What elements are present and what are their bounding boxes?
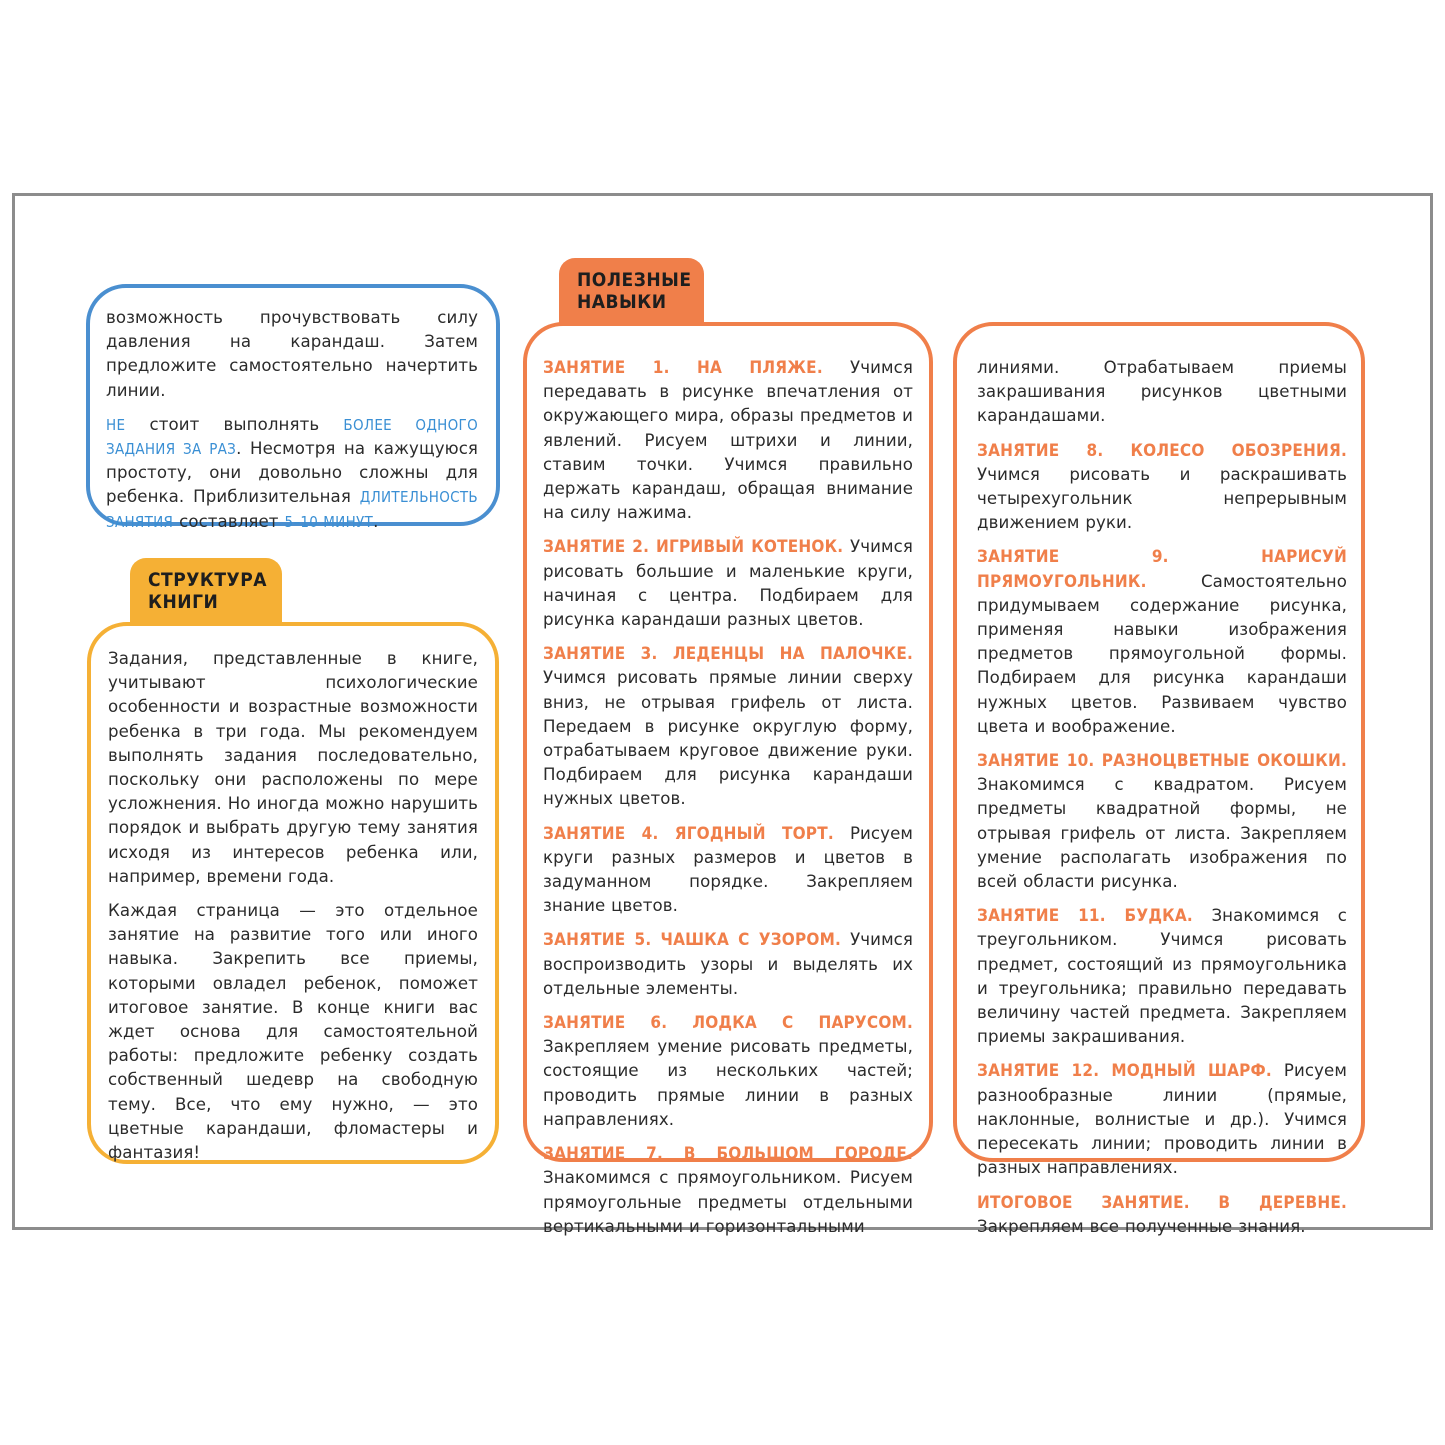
lesson-heading: ЗАНЯТИЕ 10. РАЗНОЦВЕТНЫЕ ОКОШКИ.: [977, 751, 1347, 772]
intro-text: . Несмотря на кажущуюся простоту, они довольно сложны для ребенка. Приблизительная: [106, 439, 479, 507]
intro-text: составляет: [173, 511, 285, 531]
intro-text: стоит выполнять: [125, 414, 344, 434]
lesson-text: Учимся рисовать большие и маленькие круги, начиная с центра. Подбираем для рисунка карандаши разных цветов.: [543, 537, 913, 630]
lesson-item: [543, 1142, 913, 1239]
lesson-heading: ЗАНЯТИЕ 7. В БОЛЬШОМ ГОРОДЕ.: [543, 1144, 913, 1165]
lesson-text: Закрепляем умение рисовать предметы, состоящие из нескольких частей; проводить прямые линии в разных направлениях.: [543, 1037, 913, 1129]
lesson-heading: ЗАНЯТИЕ 1. НА ПЛЯЖЕ.: [543, 358, 823, 378]
structure-tab-line-2: КНИГИ: [148, 591, 219, 613]
lesson-heading: ЗАНЯТИЕ 2. ИГРИВЫЙ КОТЕНОК.: [543, 537, 844, 558]
structure-paragraph-1: Задания, представленные в книге, учитывают психологические особенности и возрастные возможности ребенка в три года. Мы рекомендуем выполнять задания последовательно, поскольку они расположены по мере усложнения. Но иногда можно нарушить порядок и выбрать другую тему занятия исходя из интересов ребенка или, например, времени года.: [108, 649, 478, 886]
lesson-continuation: линиями. Отрабатываем приемы закрашивания рисунков цветными карандашами.: [977, 358, 1347, 426]
lesson-item: [543, 822, 913, 919]
intro-paragraph-1: возможность прочувствовать силу давления на карандаш. Затем предложите самостоятельно начертить линии.: [106, 308, 478, 400]
lesson-item: [977, 545, 1347, 739]
skills-tab-line-2: НАВЫКИ: [577, 291, 667, 313]
lesson-text: Знакомимся с прямоугольником. Рисуем прямоугольные предметы отдельными вертикальными и горизонтальными: [543, 1168, 913, 1236]
lesson-item: [543, 1011, 913, 1132]
lesson-text: Закрепляем все полученные знания.: [977, 1216, 1306, 1236]
lesson-item: [543, 642, 913, 811]
lesson-heading: ЗАНЯТИЕ 12. МОДНЫЙ ШАРФ.: [977, 1061, 1272, 1082]
lesson-heading: ЗАНЯТИЕ 9. НАРИСУЙ ПРЯМОУГОЛЬНИК.: [977, 547, 1347, 592]
lesson-item: [977, 1191, 1347, 1239]
lesson-heading: ИТОГОВОЕ ЗАНЯТИЕ. В ДЕРЕВНЕ.: [977, 1192, 1347, 1213]
lesson-text: Рисуем круги разных размеров и цветов в задуманном порядке. Закрепляем знание цветов.: [543, 823, 914, 916]
intro-box: [86, 284, 500, 531]
lesson-heading: ЗАНЯТИЕ 5. ЧАШКА С УЗОРОМ.: [543, 930, 842, 951]
skills-box-continued: [953, 322, 1365, 1236]
lesson-heading: ЗАНЯТИЕ 4. ЯГОДНЫЙ ТОРТ.: [543, 823, 834, 844]
intro-accent-not: НЕ: [106, 415, 126, 434]
intro-accent-minutes: 5–10 МИНУТ: [284, 512, 374, 531]
structure-paragraph-2: Каждая страница — это отдельное занятие на развитие того или иного навыка. Закрепить все приемы, которыми овладел ребенок, поможет итоговое занятие. В конце книги вас ждет основа для самостоятельной работы: предложите ребенку создать собственный шедевр на свободную тему. Все, что ему нужно, — это цветные карандаши, фломастеры и фантазия!: [108, 901, 478, 1163]
lesson-item: [977, 1059, 1347, 1180]
lesson-item: [543, 535, 913, 632]
lesson-text: Учимся воспроизводить узоры и выделять их отдельные элементы.: [543, 930, 913, 998]
skills-box: [523, 322, 933, 1236]
intro-paragraph-2: [106, 413, 478, 534]
intro-text: .: [373, 511, 379, 531]
lesson-item: [977, 439, 1347, 536]
structure-tab: [130, 558, 282, 626]
lesson-text: Учимся рисовать и раскрашивать четырехугольник непрерывным движением руки.: [977, 464, 1347, 533]
structure-box: [87, 622, 499, 1164]
lesson-heading: ЗАНЯТИЕ 3. ЛЕДЕНЦЫ НА ПАЛОЧКЕ.: [543, 644, 913, 665]
lesson-text: Знакомимся с треугольником. Учимся рисовать предмет, состоящий из прямоугольника и треугольника; правильно передавать величину частей предмета. Закрепляем приемы закрашивания.: [977, 906, 1347, 1047]
skills-tab-line-1: ПОЛЕЗНЫЕ: [577, 269, 692, 291]
lesson-text: Рисуем разнообразные линии (прямые, наклонные, волнистые и др.). Учимся пересекать линии; проводить линии в разных направлениях.: [977, 1061, 1347, 1178]
lesson-item: [543, 356, 913, 525]
lesson-item: [543, 928, 913, 1001]
lesson-text: Учимся передавать в рисунке впечатления от окружающего мира, образы предметов и явлений. Рисуем штрихи и линии, ставим точки. Учимся правильно держать карандаш, обращая внимание на силу нажима.: [543, 358, 913, 523]
lesson-heading: ЗАНЯТИЕ 8. КОЛЕСО ОБОЗРЕНИЯ.: [977, 440, 1347, 461]
intro-accent-more-than-one: БОЛЕЕ ОДНОГО ЗАДАНИЯ ЗА РАЗ: [106, 415, 478, 459]
lesson-heading: ЗАНЯТИЕ 6. ЛОДКА С ПАРУСОМ.: [543, 1013, 913, 1034]
lesson-text: Самостоятельно придумываем содержание рисунка, применяя навыки изображения предметов прямоугольной формы. Подбираем для рисунка карандаши нужных цветов. Развиваем чувство цвета и воображение.: [977, 571, 1347, 736]
lesson-heading: ЗАНЯТИЕ 11. БУДКА.: [977, 906, 1193, 927]
lesson-item: [977, 904, 1347, 1049]
skills-tab: [559, 258, 704, 326]
lesson-text: Знакомимся с квадратом. Рисуем предметы квадратной формы, не отрывая грифель от листа. Закрепляем умение располагать изображения по всей области рисунка.: [977, 775, 1347, 892]
lesson-text: Учимся рисовать прямые линии сверху вниз, не отрывая грифель от листа. Передаем в рисунке округлую форму, отрабатываем круговое движение руки. Подбираем для рисунка карандаши нужных цветов.: [543, 668, 913, 809]
lesson-item: [977, 749, 1347, 894]
intro-accent-duration: ДЛИТЕЛЬНОСТЬ ЗАНЯТИЯ: [106, 488, 478, 531]
structure-tab-line-1: СТРУКТУРА: [148, 569, 267, 591]
